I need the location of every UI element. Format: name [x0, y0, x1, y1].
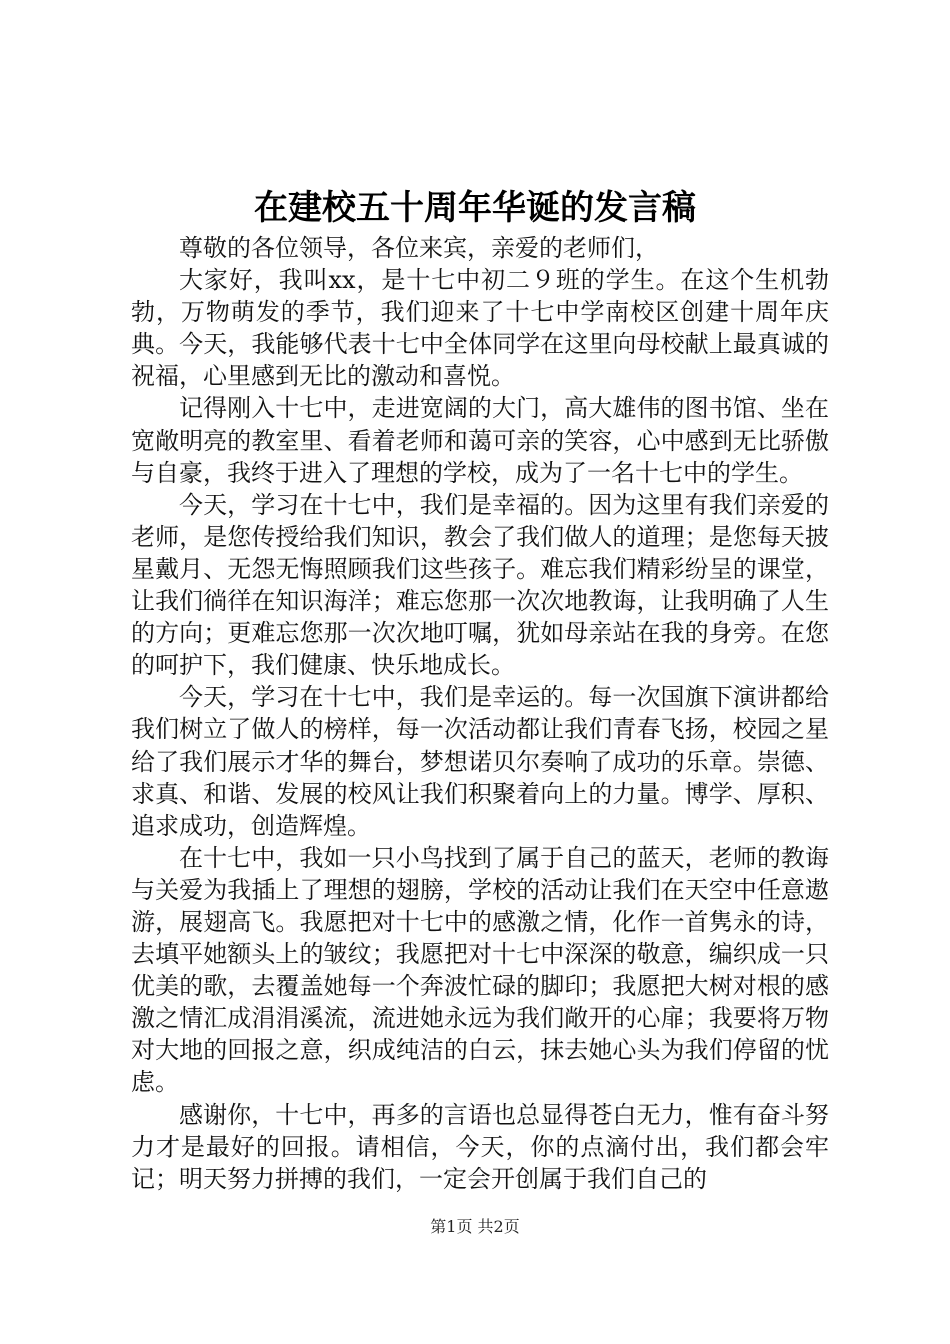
paragraph-thanks: 感谢你，十七中，再多的言语也总显得苍白无力，惟有奋斗努力才是最好的回报。请相信，今天，你的点滴付出，我们都会牢记；明天努力拼搏的我们，一定会开创属于我们自己的 [131, 1100, 829, 1193]
paragraph-greeting: 尊敬的各位领导，各位来宾，亲爱的老师们， [179, 234, 659, 262]
document-title: 在建校五十周年华诞的发言稿 [254, 188, 696, 228]
paragraph-happiness: 今天，学习在十七中，我们是幸福的。因为这里有我们亲爱的老师，是您传授给我们知识，教会了我们做人的道理；是您每天披星戴月、无怨无悔照顾我们这些孩子。难忘我们精彩纷呈的课堂，让我们徜徉在知识海洋；难忘您那一次次地教诲，让我明确了人生的方向；更难忘您那一次次地叮嘱，犹如母亲站在我的身旁。在您的呵护下，我们健康、快乐地成长。 [131, 490, 829, 680]
paragraph-gratitude: 在十七中，我如一只小鸟找到了属于自己的蓝天，老师的教诲与关爱为我插上了理想的翅膀，学校的活动让我们在天空中任意遨游，展翅高飞。我愿把对十七中的感激之情，化作一首隽永的诗，去填平她额头上的皱纹；我愿把对十七中深深的敬意，编织成一只优美的歌，去覆盖她每一个奔波忙碌的脚印；我愿把大树对根的感激之情汇成涓涓溪流，流进她永远为我们敞开的心扉；我要将万物对大地的回报之意，织成纯洁的白云，抹去她心头为我们停留的忧虑。 [131, 843, 829, 1097]
paragraph-introduction: 大家好，我叫xx，是十七中初二９班的学生。在这个生机勃勃，万物萌发的季节，我们迎来了十七中学南校区创建十周年庆典。今天，我能够代表十七中全体同学在这里向母校献上最真诚的祝福，心里感到无比的激动和喜悦。 [131, 266, 829, 391]
paragraph-memories: 记得刚入十七中，走进宽阔的大门，高大雄伟的图书馆、坐在宽敞明亮的教室里、看着老师和蔼可亲的笑容，心中感到无比骄傲与自豪，我终于进入了理想的学校，成为了一名十七中的学生。 [131, 394, 829, 487]
page-number: 第1页 共2页 [430, 1217, 520, 1236]
document-body [131, 232, 829, 1195]
paragraph-fortune: 今天，学习在十七中，我们是幸运的。每一次国旗下演讲都给我们树立了做人的榜样，每一次活动都让我们青春飞扬，校园之星给了我们展示才华的舞台，梦想诺贝尔奏响了成功的乐章。崇德、求真、和谐、发展的校风让我们积聚着向上的力量。博学、厚积、追求成功，创造辉煌。 [131, 683, 829, 840]
